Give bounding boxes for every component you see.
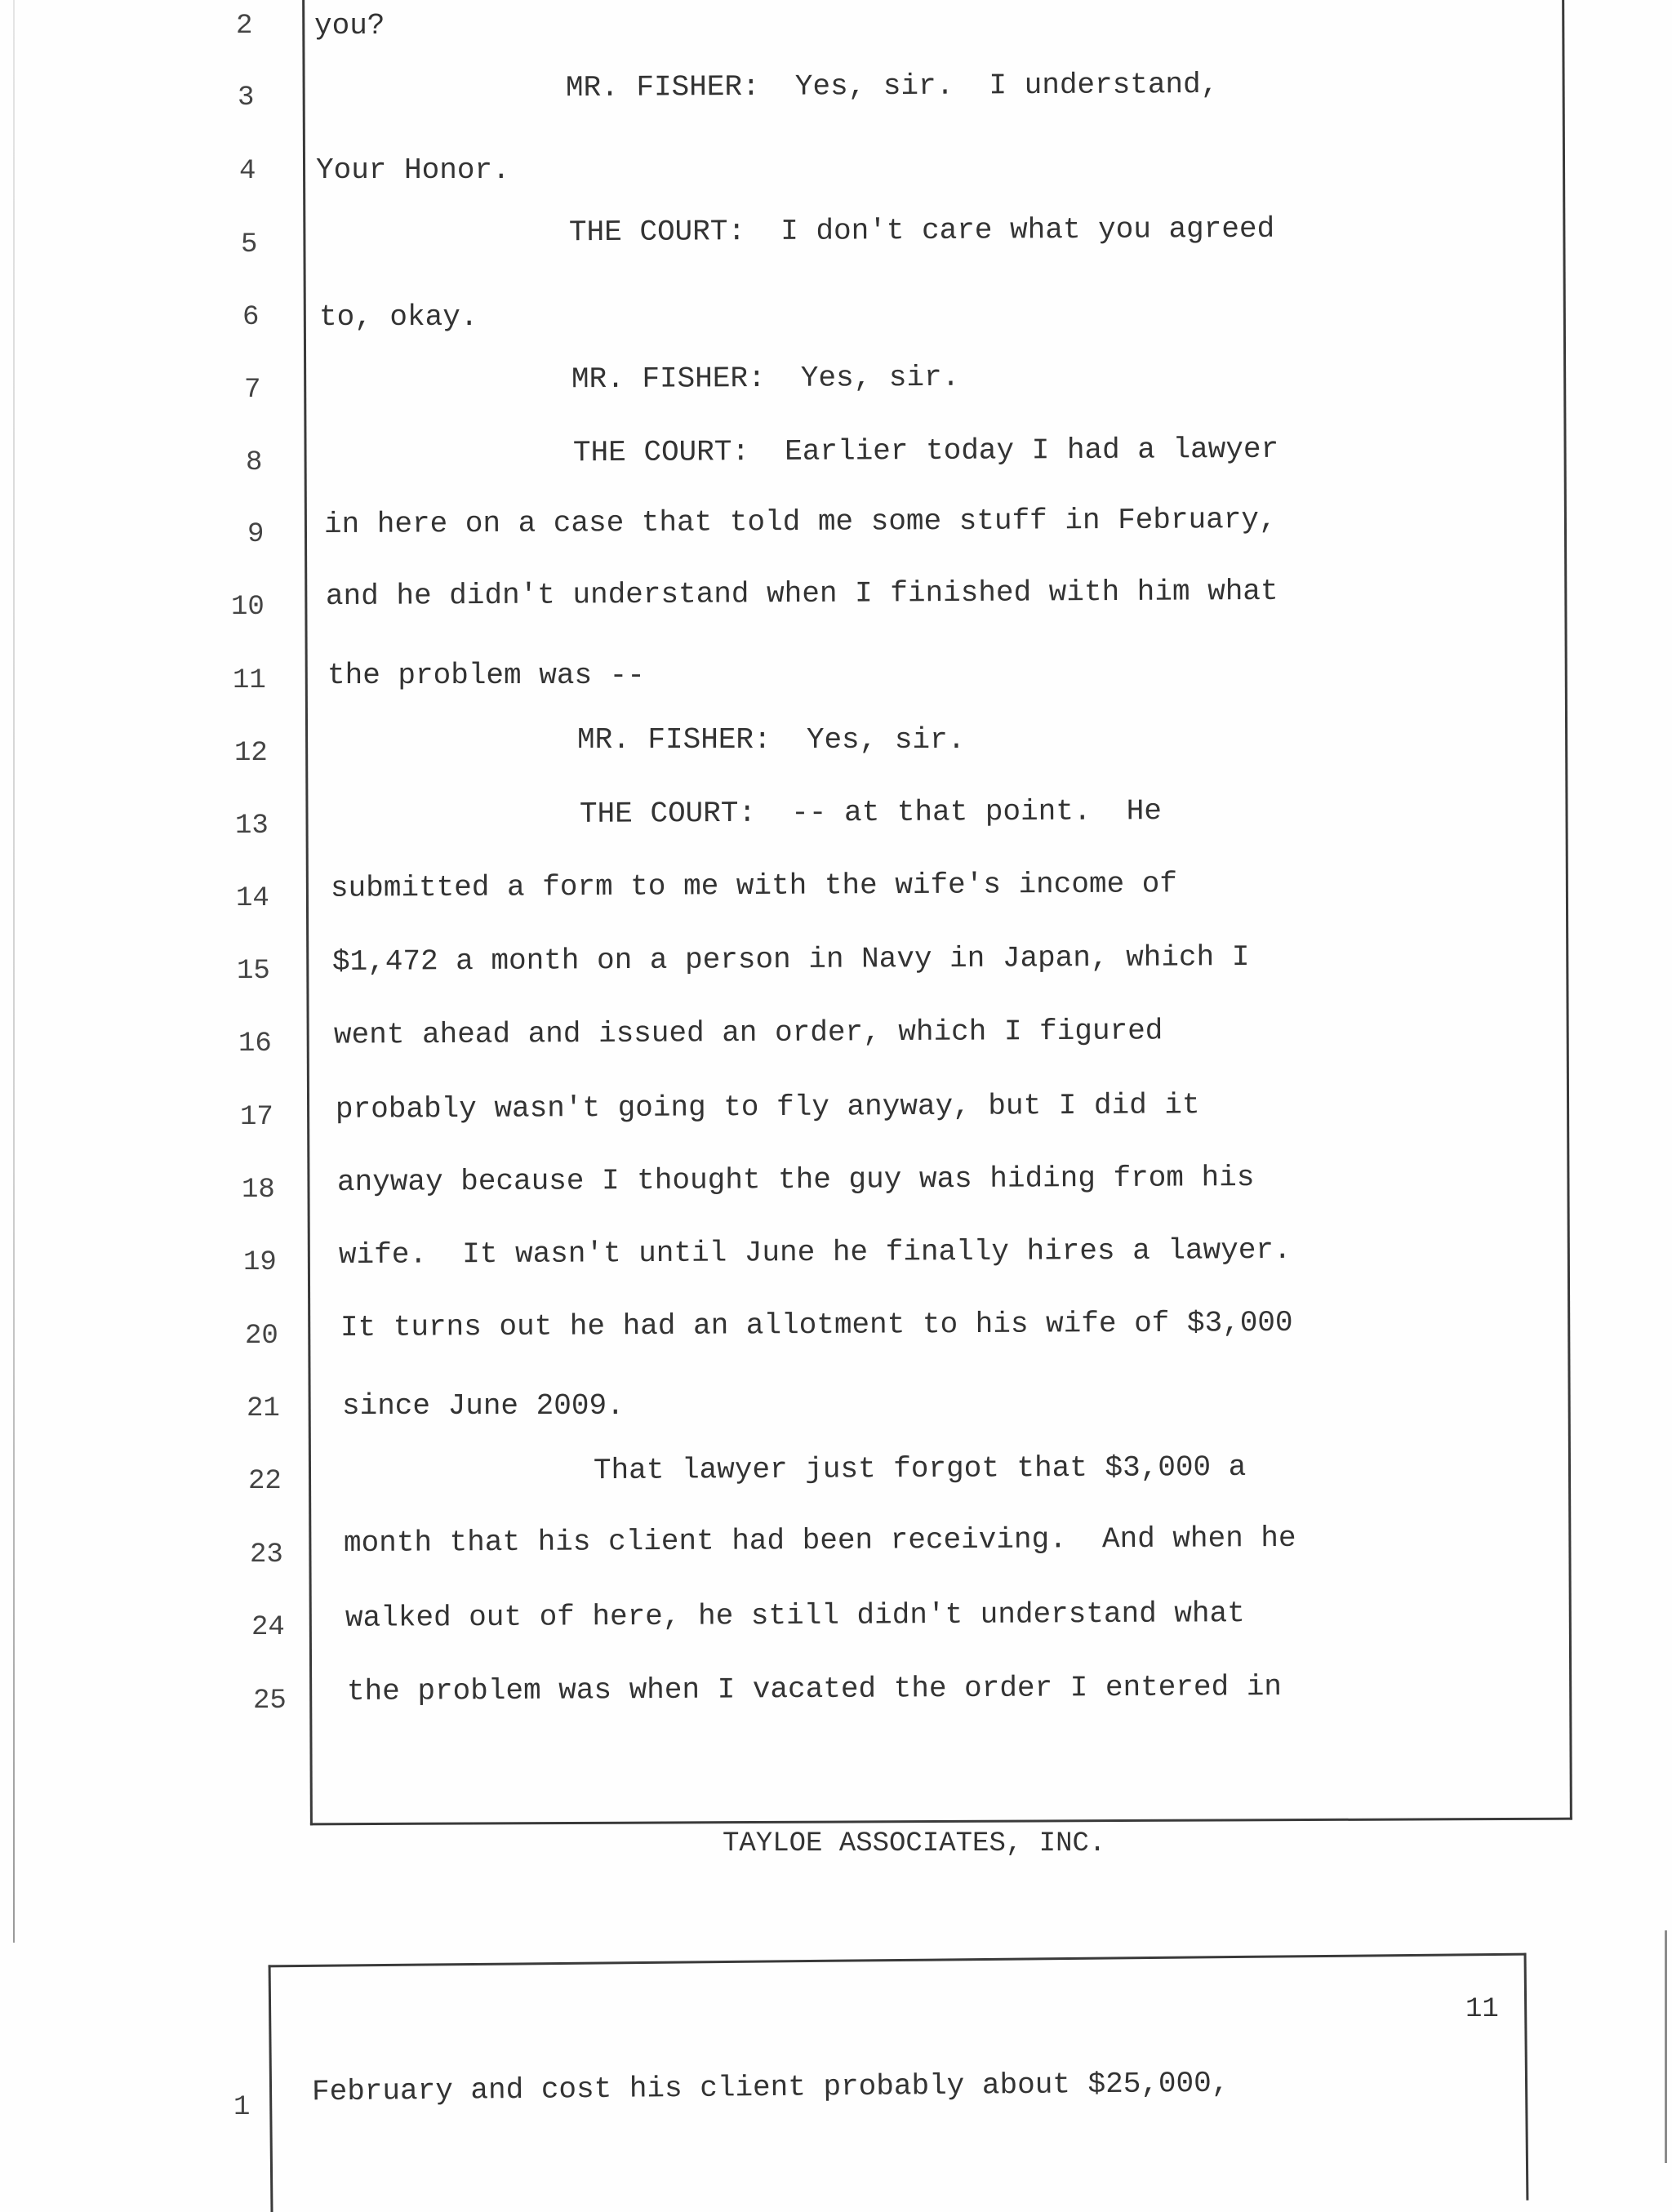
line-number: 3 [238, 82, 255, 113]
transcript-line: probably wasn't going to fly anyway, but I did it [335, 1088, 1200, 1126]
line-number: 7 [244, 375, 261, 406]
line-number: 5 [241, 229, 258, 260]
transcript-line: MR. FISHER: Yes, sir. I understand, [565, 67, 1219, 105]
line-number: 23 [250, 1539, 283, 1570]
transcript-line: the problem was when I vacated the order I entered in [346, 1670, 1283, 1708]
transcript-line: since June 2009. [342, 1389, 625, 1423]
line-number: 17 [240, 1102, 273, 1133]
transcript-line: went ahead and issued an order, which I figured [333, 1014, 1163, 1052]
page-edge-right [1665, 1930, 1667, 2163]
transcript-line: THE COURT: -- at that point. He [579, 794, 1163, 831]
transcript-line: you? [314, 9, 385, 42]
transcript-line: February and cost his client probably about $25,000, [311, 2066, 1230, 2109]
transcript-line: submitted a form to me with the wife's income of [330, 867, 1178, 905]
transcript-line: month that his client had been receiving. And when he [343, 1521, 1296, 1561]
line-number: 11 [233, 665, 266, 696]
line-number: 15 [237, 956, 270, 987]
transcript-line: wife. It wasn't until June he finally hires a lawyer. [338, 1233, 1292, 1273]
line-number: 13 [235, 811, 269, 842]
transcript-line: the problem was -- [327, 659, 645, 692]
line-number: 4 [239, 156, 256, 187]
line-number: 20 [245, 1321, 278, 1352]
transcript-line: in here on a case that told me some stuff in February, [323, 502, 1277, 542]
line-number: 22 [248, 1466, 282, 1497]
line-number: 9 [247, 519, 265, 550]
transcript-line: MR. FISHER: Yes, sir. [577, 723, 966, 757]
line-number: 25 [253, 1686, 287, 1717]
line-number: 2 [236, 11, 253, 42]
line-number: 6 [242, 302, 260, 333]
transcript-line: THE COURT: I don't care what you agreed [568, 211, 1275, 250]
transcript-line: Your Honor. [316, 153, 510, 187]
line-number: 8 [246, 447, 263, 478]
transcript-line: anyway because I thought the guy was hiding from his [336, 1161, 1255, 1199]
page-number: 11 [1465, 1994, 1499, 2025]
page-edge-left [13, 0, 15, 1943]
transcript-line: and he didn't understand when I finished with him what [325, 574, 1278, 614]
line-number: 19 [243, 1247, 277, 1278]
transcript-line: THE COURT: Earlier today I had a lawyer [572, 432, 1279, 470]
line-number: 14 [236, 883, 269, 914]
transcript-line: It turns out he had an allotment to his wife of $3,000 [340, 1305, 1293, 1345]
transcript-line: That lawyer just forgot that $3,000 a [593, 1450, 1247, 1488]
transcript-line: MR. FISHER: Yes, sir. [571, 360, 960, 397]
line-number: 18 [242, 1175, 275, 1206]
transcript-line: to, okay. [319, 300, 478, 334]
line-number: 10 [231, 592, 265, 623]
line-number: 1 [233, 2092, 251, 2123]
transcript-line: $1,472 a month on a person in Navy in Japan, which I [331, 940, 1250, 979]
footer-company: TAYLOE ASSOCIATES, INC. [723, 1828, 1106, 1859]
line-number: 21 [247, 1393, 280, 1424]
line-number: 16 [238, 1028, 272, 1059]
transcript-line: walked out of here, he still didn't understand what [345, 1597, 1245, 1635]
line-number: 12 [234, 738, 268, 769]
line-number: 24 [251, 1612, 285, 1643]
